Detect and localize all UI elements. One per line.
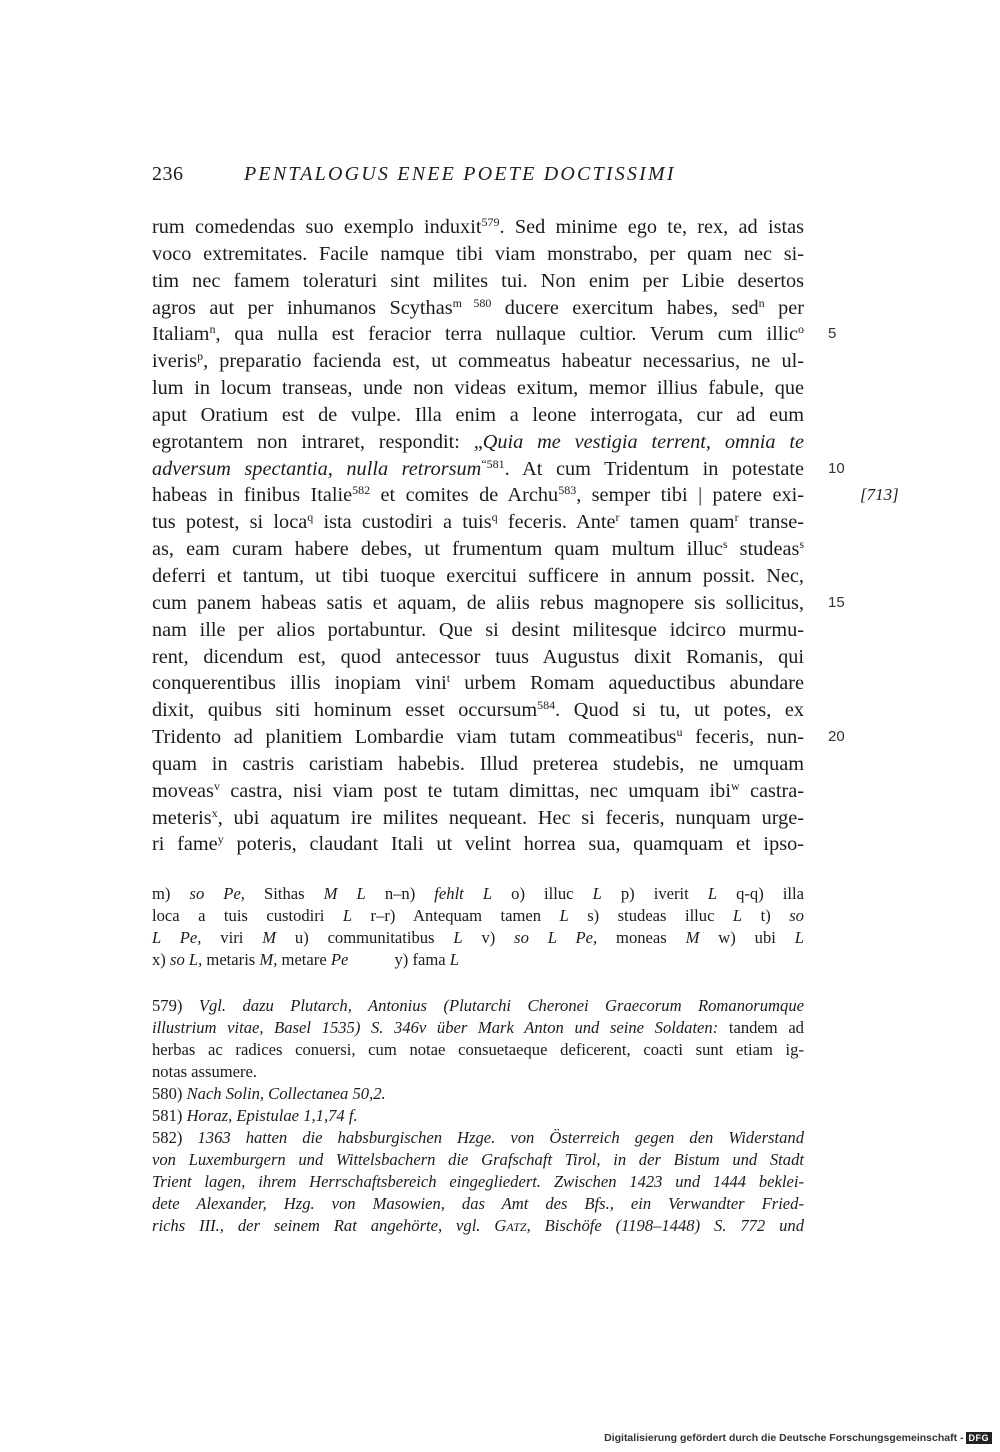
line-number: 20 <box>828 728 845 746</box>
page-number: 236 <box>152 163 184 185</box>
footnote-line: richs III., der seinem Rat angehörte, vgl. Gatz, Bischöfe (1198–1448) S. 772 und <box>152 1216 805 1235</box>
text-line: tus potest, si loca$^q$ ista custodiri a tuis$^q$ feceris. Ante$^r$ tamen quam$^r$ transe- <box>152 510 804 534</box>
line-number: 15 <box>828 593 845 611</box>
line-number: 10 <box>828 459 845 477</box>
text-line: adversum spectantia, nulla retrorsum$^{“581}$. At cum Tridentum in potestate <box>152 456 804 480</box>
text-line: meteris$^x$, ubi aquatum ire milites nequeant. Hec si feceris, nunquam urge- <box>152 805 804 829</box>
text-line: habeas in finibus Italie$^{582}$ et comites de Archu$^{583}$, semper tibi | patere exi- <box>152 483 804 507</box>
text-line: nam ille per alios portabuntur. Que si desint militesque idcirco murmu- <box>152 618 804 641</box>
text-line: quam in castris caristiam habebis. Illud preterea studebis, ne umquam <box>152 752 804 775</box>
footnote-line: 580) Nach Solin, Collectanea 50,2. <box>152 1084 386 1103</box>
text-line: conquerentibus illis inopiam vini$^t$ urbem Romam aqueductibus abundare <box>152 671 804 695</box>
text-line: iveris$^p$, preparatio facienda est, ut commeatus habeatur necessarius, ne ul- <box>152 349 804 373</box>
text-line: ri fame$^y$ poteris, claudant Itali ut velint horrea sua, quamquam et ipso- <box>152 832 804 856</box>
text-line: dixit, quibus siti hominum esset occursum$^{584}$. Quod si tu, ut potes, ex <box>152 698 805 722</box>
running-header <box>152 163 802 193</box>
text-line: lum in locum transeas, unde non videas exitum, memor illius fabule, que <box>152 377 804 400</box>
footnote-line: notas assumere. <box>152 1062 258 1081</box>
text-line: deferri et tantum, ut tibi tuoque exercitui sufficere in annum possit. Nec, <box>152 564 804 587</box>
footnote-line: illustrium vitae, Basel 1535) S. 346v über Mark Anton und seine Soldaten: tandem ad <box>152 1018 804 1037</box>
text-line: rum comedendas suo exemplo induxit$^{579}$. Sed minime ego te, rex, ad istas <box>152 215 804 238</box>
text-line: egrotantem non intraret, respondit: „Quia me vestigia terrent, omnia te <box>152 430 804 453</box>
page-reference-marginal: [713] <box>860 485 899 504</box>
footnote-line: 581) Horaz, Epistulae 1,1,74 f. <box>152 1106 358 1125</box>
footnote-line: Trient lagen, ihrem Herrschaftsbereich eingegliedert. Zwischen 1423 und 1444 beklei- <box>152 1172 804 1191</box>
footnote-line: 579) Vgl. dazu Plutarch, Antonius (Plutarchi Cheronei Graecorum Romanorumque <box>152 996 804 1015</box>
footnote-line: von Luxemburgern und Wittelsbachern die Grafschaft Tirol, in der Bistum und Stadt <box>152 1150 804 1169</box>
text-line: tim nec famem toleraturi sint milites tui. Non enim per Libie desertos <box>152 269 804 292</box>
digitization-credit: Digitalisierung gefördert durch die Deutsche Forschungsgemeinschaft - DFG <box>604 1432 992 1444</box>
text-line: rent, dicendum est, quod antecessor tuus Augustus dixit Romanis, qui <box>152 645 804 668</box>
text-line: as, eam curam habere debes, ut frumentum quam multum illuc$^s$ studeas$^s$ <box>152 537 805 561</box>
text-line: agros aut per inhumanos Scythas$^{m 580}$ ducere exercitum habes, sed$^n$ per <box>152 295 804 319</box>
footnote-line: dete Alexander, Hzg. von Masowien, das Amt des Bfs., ein Verwandter Fried- <box>152 1194 804 1213</box>
text-line: voco extremitates. Facile namque tibi viam monstrabo, per quam nec si- <box>152 242 804 265</box>
dfg-logo: DFG <box>966 1432 993 1444</box>
apparatus-line: m) so Pe, Sithas M L n–n) fehlt L o) illuc L p) iverit L q-q) illa <box>152 884 805 903</box>
footnote-line: 582) 1363 hatten die habsburgischen Hzge. von Österreich gegen den Widerstand <box>152 1128 804 1147</box>
apparatus-line: loca a tuis custodiri L r–r) Antequam tamen L s) studeas illuc L t) so <box>152 906 804 925</box>
apparatus-line: x) so L, metaris M, metare Pe y) fama L <box>152 950 460 969</box>
running-title: PENTALOGUS ENEE POETE DOCTISSIMI <box>244 163 676 185</box>
text-line: aput Oratium est de vulpe. Illa enim a leone interrogata, cur ad eum <box>152 403 804 426</box>
critical-apparatus <box>152 883 804 971</box>
footnote-line: herbas ac radices conuersi, cum notae consuetaeque deficerent, coacti sunt etiam ig- <box>152 1040 804 1059</box>
text-line: cum panem habeas satis et aquam, de aliis rebus magnopere sis sollicitus, <box>152 591 804 614</box>
line-number: 5 <box>828 325 837 343</box>
apparatus-line: L Pe, viri M u) communitatibus L v) so L Pe, moneas M w) ubi L <box>152 928 804 947</box>
text-line: Italiam$^n$, qua nulla est feracior terra nullaque cultior. Verum cum illic$^o$ <box>152 322 804 346</box>
text-line: Tridento ad planitiem Lombardie viam tutam commeatibus$^u$ feceris, nun- <box>152 725 804 749</box>
text-line: moveas$^v$ castra, nisi viam post te tutam dimittas, nec umquam ibi$^w$ castra- <box>152 778 804 802</box>
footnotes <box>152 995 804 1237</box>
main-text <box>152 214 804 858</box>
